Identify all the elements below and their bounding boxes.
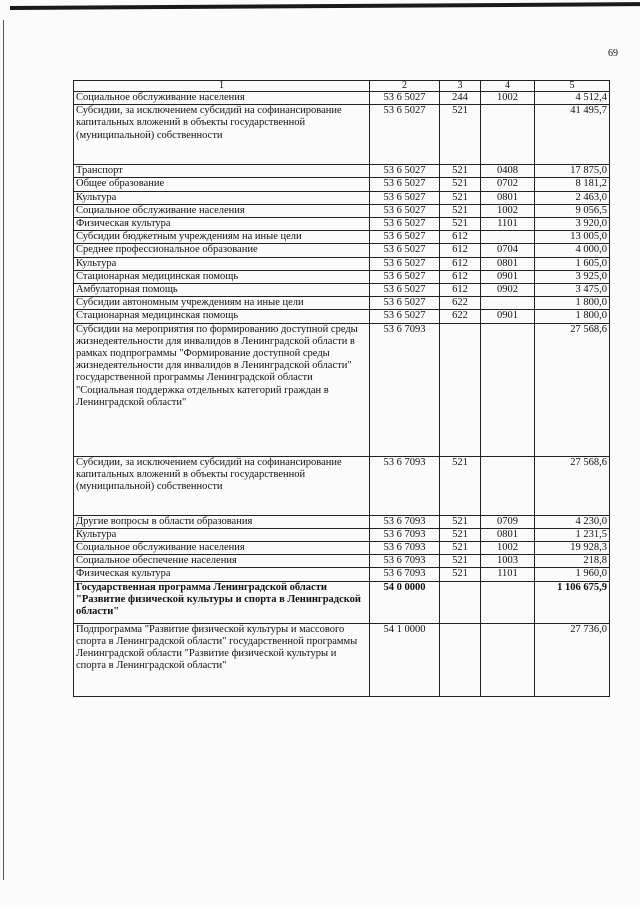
row-rz: 0801	[481, 191, 535, 204]
row-code: 53 6 5027	[370, 191, 440, 204]
row-rz	[481, 231, 535, 244]
table-row	[74, 456, 610, 515]
row-name: Стационарная медицинская помощь	[74, 310, 370, 323]
row-vr: 612	[440, 284, 481, 297]
row-rz	[481, 105, 535, 165]
table-row	[74, 92, 610, 105]
row-code: 53 6 7093	[370, 323, 440, 456]
row-sum: 9 056,5	[535, 204, 610, 217]
table-row	[74, 528, 610, 541]
row-vr: 521	[440, 165, 481, 178]
row-rz: 1003	[481, 555, 535, 568]
row-code: 53 6 5027	[370, 284, 440, 297]
row-name: Общее образование	[74, 178, 370, 191]
row-vr: 622	[440, 310, 481, 323]
row-rz	[481, 581, 535, 623]
header-col-2: 2	[370, 81, 440, 92]
row-code: 53 6 7093	[370, 555, 440, 568]
row-rz: 0901	[481, 270, 535, 283]
row-code: 53 6 5027	[370, 204, 440, 217]
row-sum: 2 463,0	[535, 191, 610, 204]
row-rz: 0902	[481, 284, 535, 297]
header-col-3: 3	[440, 81, 481, 92]
row-vr: 521	[440, 515, 481, 528]
row-code: 53 6 5027	[370, 270, 440, 283]
row-vr	[440, 323, 481, 456]
row-code: 53 6 5027	[370, 105, 440, 165]
row-rz: 0901	[481, 310, 535, 323]
row-sum: 41 495,7	[535, 105, 610, 165]
row-name: Физическая культура	[74, 218, 370, 231]
row-vr	[440, 623, 481, 696]
row-code: 53 6 5027	[370, 178, 440, 191]
row-vr: 622	[440, 297, 481, 310]
row-sum: 4 512,4	[535, 92, 610, 105]
row-sum: 27 736,0	[535, 623, 610, 696]
row-name: Культура	[74, 528, 370, 541]
table-row	[74, 623, 610, 696]
row-sum: 3 920,0	[535, 218, 610, 231]
row-name: Субсидии, за исключением субсидий на софинансирование капитальных вложений в объекты государственной (муниципальной) собственности	[74, 456, 370, 515]
row-rz: 1002	[481, 92, 535, 105]
row-code: 53 6 7093	[370, 542, 440, 555]
table-row	[74, 218, 610, 231]
row-code: 53 6 7093	[370, 515, 440, 528]
row-sum: 4 230,0	[535, 515, 610, 528]
row-vr: 612	[440, 257, 481, 270]
row-vr: 612	[440, 231, 481, 244]
row-sum: 1 960,0	[535, 568, 610, 581]
table-row	[74, 323, 610, 456]
table-row	[74, 204, 610, 217]
row-rz: 0801	[481, 257, 535, 270]
row-name: Социальное обслуживание населения	[74, 204, 370, 217]
row-vr: 521	[440, 105, 481, 165]
row-sum: 3 475,0	[535, 284, 610, 297]
row-name: Подпрограмма "Развитие физической культуры и массового спорта в Ленинградской области" государственной программы Ленинградской области "Развитие физической культуры и спорта в Ленинградской области"	[74, 623, 370, 696]
row-rz: 1101	[481, 568, 535, 581]
row-name: Социальное обслуживание населения	[74, 542, 370, 555]
row-sum: 17 875,0	[535, 165, 610, 178]
row-vr: 521	[440, 528, 481, 541]
table-row	[74, 297, 610, 310]
row-sum: 19 928,3	[535, 542, 610, 555]
row-name: Социальное обслуживание населения	[74, 92, 370, 105]
row-code: 53 6 5027	[370, 310, 440, 323]
row-rz	[481, 623, 535, 696]
row-name: Социальное обеспечение населения	[74, 555, 370, 568]
row-name: Субсидии автономным учреждениям на иные цели	[74, 297, 370, 310]
row-vr: 612	[440, 244, 481, 257]
table-row	[74, 568, 610, 581]
row-sum: 13 005,0	[535, 231, 610, 244]
row-code: 53 6 7093	[370, 568, 440, 581]
row-vr: 521	[440, 568, 481, 581]
row-vr: 244	[440, 92, 481, 105]
row-code: 53 6 5027	[370, 257, 440, 270]
table-row	[74, 231, 610, 244]
row-name: Культура	[74, 191, 370, 204]
row-name: Субсидии бюджетным учреждениям на иные цели	[74, 231, 370, 244]
row-rz: 0709	[481, 515, 535, 528]
row-name: Амбулаторная помощь	[74, 284, 370, 297]
scan-left-edge	[3, 20, 4, 880]
row-sum: 8 181,2	[535, 178, 610, 191]
row-code: 54 1 0000	[370, 623, 440, 696]
row-name: Среднее профессиональное образование	[74, 244, 370, 257]
row-name: Стационарная медицинская помощь	[74, 270, 370, 283]
table-row	[74, 257, 610, 270]
row-rz: 0801	[481, 528, 535, 541]
row-name: Субсидии, за исключением субсидий на софинансирование капитальных вложений в объекты государственной (муниципальной) собственности	[74, 105, 370, 165]
row-sum: 3 925,0	[535, 270, 610, 283]
budget-table	[73, 80, 610, 697]
table-row	[74, 555, 610, 568]
table-row	[74, 284, 610, 297]
table-row	[74, 270, 610, 283]
row-sum: 218,8	[535, 555, 610, 568]
table-row	[74, 310, 610, 323]
row-code: 53 6 5027	[370, 218, 440, 231]
row-rz: 0408	[481, 165, 535, 178]
row-rz: 0702	[481, 178, 535, 191]
row-rz: 1002	[481, 542, 535, 555]
scan-top-edge	[0, 0, 640, 14]
row-rz: 1002	[481, 204, 535, 217]
row-vr: 521	[440, 542, 481, 555]
table-row	[74, 191, 610, 204]
table-row	[74, 542, 610, 555]
row-vr: 521	[440, 204, 481, 217]
row-sum: 4 000,0	[535, 244, 610, 257]
row-code: 53 6 5027	[370, 244, 440, 257]
row-sum: 1 800,0	[535, 297, 610, 310]
table-row	[74, 105, 610, 165]
row-code: 53 6 5027	[370, 297, 440, 310]
table-row	[74, 165, 610, 178]
row-code: 53 6 5027	[370, 165, 440, 178]
row-rz: 1101	[481, 218, 535, 231]
row-vr: 612	[440, 270, 481, 283]
table-row	[74, 244, 610, 257]
row-rz	[481, 297, 535, 310]
row-code: 53 6 7093	[370, 528, 440, 541]
table-row	[74, 581, 610, 623]
table-row	[74, 515, 610, 528]
row-name: Другие вопросы в области образования	[74, 515, 370, 528]
row-rz	[481, 456, 535, 515]
row-vr: 521	[440, 555, 481, 568]
row-rz: 0704	[481, 244, 535, 257]
row-vr: 521	[440, 456, 481, 515]
row-vr	[440, 581, 481, 623]
row-code: 53 6 5027	[370, 231, 440, 244]
row-code: 53 6 7093	[370, 456, 440, 515]
row-name: Субсидии на мероприятия по формированию доступной среды жизнедеятельности для инвалидов в Ленинградской области в рамках подпрограммы "Формирование доступной среды жизнедеятельности для инвалидов в Ленинградской области" государственной программы Ленинградской области "Социальная поддержка отдельных категорий граждан в Ленинградской области"	[74, 323, 370, 456]
header-col-5: 5	[535, 81, 610, 92]
row-code: 54 0 0000	[370, 581, 440, 623]
row-name: Транспорт	[74, 165, 370, 178]
row-sum: 1 605,0	[535, 257, 610, 270]
page-number: 69	[608, 48, 618, 59]
row-rz	[481, 323, 535, 456]
row-sum: 1 231,5	[535, 528, 610, 541]
row-sum: 1 800,0	[535, 310, 610, 323]
header-col-1: 1	[74, 81, 370, 92]
table-header-row	[74, 81, 610, 92]
row-vr: 521	[440, 191, 481, 204]
row-sum: 1 106 675,9	[535, 581, 610, 623]
table-row	[74, 178, 610, 191]
header-col-4: 4	[481, 81, 535, 92]
row-name: Государственная программа Ленинградской области "Развитие физической культуры и спорта в Ленинградской области"	[74, 581, 370, 623]
row-vr: 521	[440, 218, 481, 231]
row-name: Культура	[74, 257, 370, 270]
row-sum: 27 568,6	[535, 456, 610, 515]
row-sum: 27 568,6	[535, 323, 610, 456]
row-name: Физическая культура	[74, 568, 370, 581]
row-vr: 521	[440, 178, 481, 191]
row-code: 53 6 5027	[370, 92, 440, 105]
